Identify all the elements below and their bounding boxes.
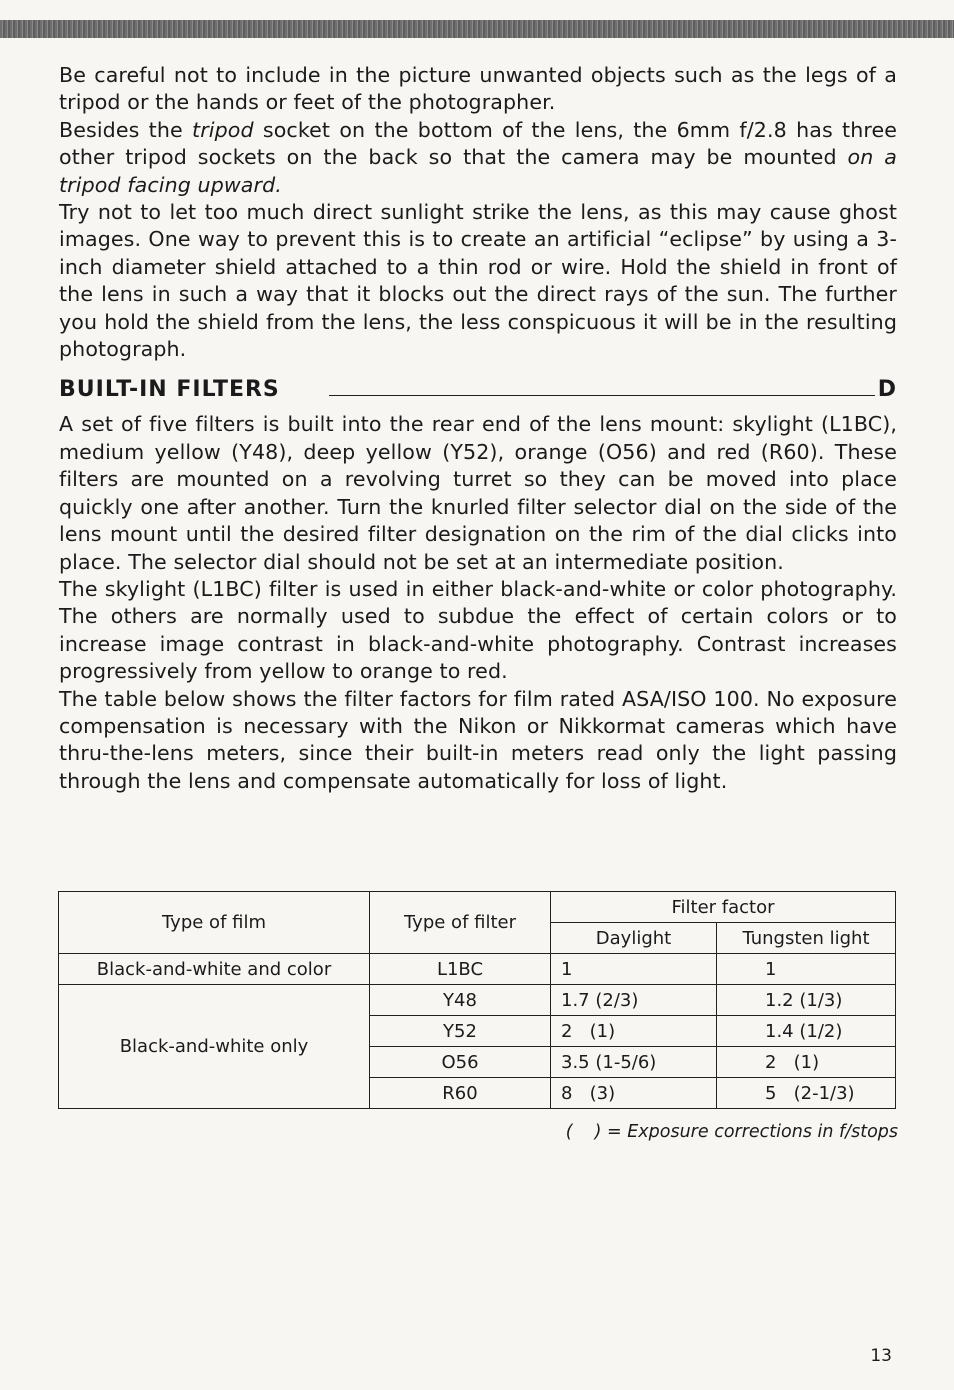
page-number: 13	[870, 1346, 892, 1366]
cell-daylight: 2 (1)	[551, 1016, 717, 1047]
footnote-text: ) = Exposure corrections in f/stops	[594, 1122, 898, 1142]
cell-tungsten: 5 (2-1/3)	[717, 1078, 896, 1109]
cell-tungsten: 1	[717, 954, 896, 985]
paragraph-text-italic: tripod	[192, 117, 254, 142]
paragraph-tripod-sockets	[59, 117, 897, 199]
filter-factor-table	[58, 891, 896, 1109]
cell-tungsten: 1.2 (1/3)	[717, 985, 896, 1016]
section-marker: D	[877, 377, 897, 403]
table-row	[59, 985, 896, 1016]
cell-film: Black-and-white only	[59, 985, 370, 1109]
paragraph-text: socket on the bottom of the lens, the 6mm f/2.8 has three other tripod sockets on the back so that the camera may be mounted	[59, 117, 898, 170]
cell-filter: L1BC	[370, 954, 551, 985]
table-row	[59, 954, 896, 985]
cell-tungsten: 1.4 (1/2)	[717, 1016, 896, 1047]
cell-filter: O56	[370, 1047, 551, 1078]
top-decorative-band	[0, 20, 954, 38]
header-tungsten: Tungsten light	[717, 923, 896, 954]
header-type-of-filter: Type of filter	[370, 892, 551, 954]
cell-daylight: 1.7 (2/3)	[551, 985, 717, 1016]
footnote-open-paren: (	[565, 1122, 573, 1142]
cell-film: Black-and-white and color	[59, 954, 370, 985]
cell-filter: Y52	[370, 1016, 551, 1047]
cell-tungsten: 2 (1)	[717, 1047, 896, 1078]
paragraph-skylight: The skylight (L1BC) filter is used in either black-and-white or color photography. The others are normally used to subdue the effect of certain colors or to increase image contrast in black-and-white photography. Contrast increases progressively from yellow to orange to red.	[59, 576, 897, 684]
cell-daylight: 3.5 (1-5/6)	[551, 1047, 717, 1078]
paragraph-text: Besides the	[59, 117, 193, 142]
paragraph-text-italic: on a tripod facing upward.	[59, 145, 897, 197]
page-content	[59, 62, 897, 795]
cell-daylight: 8 (3)	[551, 1078, 717, 1109]
paragraph-filter-set: A set of five filters is built into the rear end of the lens mount: skylight (L1BC), medium yellow (Y48), deep yellow (Y52), orange (O56) and red (R60). These filters are mounted on a revolving turret so they can be moved into place quickly one after another. Turn the knurled filter selector dial on the side of the lens mount until the desired filter designation on the rim of the dial clicks into place. The selector dial should not be set at an intermediate position.	[59, 412, 897, 574]
cell-filter: Y48	[370, 985, 551, 1016]
heading-rule	[329, 395, 875, 396]
header-type-of-film: Type of film	[59, 892, 370, 954]
header-filter-factor: Filter factor	[551, 892, 896, 923]
header-daylight: Daylight	[551, 923, 717, 954]
table-footnote	[528, 1122, 898, 1142]
cell-daylight: 1	[551, 954, 717, 985]
section-title: BUILT-IN FILTERS	[59, 377, 280, 403]
paragraph-filter-factors: The table below shows the filter factors for film rated ASA/ISO 100. No exposure compensation is necessary with the Nikon or Nikkormat cameras which have thru-the-lens meters, since their built-in meters read only the light passing through the lens and compensate automatically for loss of light.	[59, 686, 897, 793]
cell-filter: R60	[370, 1078, 551, 1109]
section-heading	[59, 375, 897, 411]
table-header-row	[59, 892, 896, 923]
paragraph-tripod-legs: Be careful not to include in the picture unwanted objects such as the legs of a tripod or the hands or feet of the photographer.	[59, 63, 897, 115]
paragraph-sunlight: Try not to let too much direct sunlight strike the lens, as this may cause ghost images. One way to prevent this is to create an artificial “eclipse” by using a 3-inch diameter shield attached to a thin rod or wire. Hold the shield in front of the lens in such a way that it blocks out the direct rays of the sun. The further you hold the shield from the lens, the less conspicuous it will be in the resulting photograph.	[59, 200, 897, 362]
